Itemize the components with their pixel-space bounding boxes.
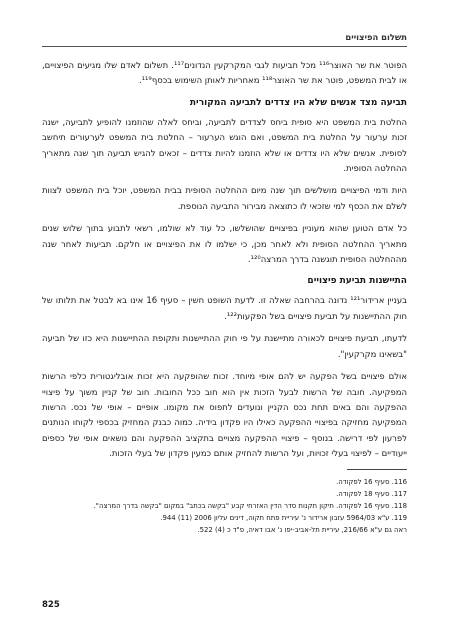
page-number: 825 [42,600,60,610]
footnote-separator [347,469,407,470]
footnote: 116. סעיף 16 לפקודה. [336,477,407,486]
footnote: 118. סעיף 16 לפקודה. תיקון תקנות סדר הדין האזרחי קבע "בקשה בכתב" במקום "בקשה בדרך המרצה". [93,501,407,510]
body-paragraph: אולם פיצויים בשל הפקעה יש להם אופי מיוחד. זכות שהופקעה היא זכות אובליגטורית כלפי הרשות המפקיעה. חובה של הרשות לבעל הזכות אין הוא חוב ככל החובות. חוב של קניין משוך על פיצויי ההפקעה והם באים תחת נכס הקניין ונועדים לתפוס את מקומו. אופיים – אופי של נכס. הרשות המפקיעה מחזיקה בפיצויי ההפקעה כאילו היו פקדון בידיה. כמוה כבנק המחזיק בכספי לקוחו הנותנים לפרעון לפי דרישה. בנוסף – פיצויי ההפקעה מצויים בתקציב ההפקעה והם נושאים אופי של כספים ייעודיים – לפיצוי בעלי זכויות, ועל הרשות להחזיק אותם כמעין פקדון של בעלי הזכות. [42,371,407,459]
body-paragraph: כל אדם הטוען שהוא מעוניין בפיצויים שהושלשו, כל עוד לא שולמו, רשאי לתבוע בתוך שלוש שנים מתאריך ההחלטה הסופית ולא לאחר מכן, כי ישלמו לו את הפיצויים או חלקם. תביעות לאחר שנה מההחלטה הסופית תוגשנה בדרך המרצה¹²⁰. [42,223,407,265]
body-paragraph: החלטת בית המשפט היא סופית ביחס לצדדים לתביעה, וביחס לאלה שהוזמנו להופיע לתביעה, ישנה זכות ערעור על החלטת בית המשפט, ואם הוגש הערעור – החלטת בית המשפט לערעורים תיחשב לסופית. אנשים שלא היו צדדים או שלא הוזמנו להיות צדדים – זכאים להגיש תביעה תוך שנה מתאריך ההחלטה הסופית. [42,116,407,174]
section-heading: תביעה מצד אנשים שלא היו צדדים לתביעה המקורית [189,97,407,108]
footnote: 117. סעיף 18 לפקודה. [336,489,407,498]
main-content [42,58,407,537]
footnote: ראה גם ע"א 216/66, עיריית תל-אביב-יפו נ' אבו דאיה, פ"ד כ (4) 522. [197,526,407,535]
body-paragraph: הפוטר את שר האוצר¹¹⁶ מכל תביעות לגבי המקרקעין הנדונים¹¹⁷. תשלום לאדם שלו מגיעים הפיצויים, או לבית המשפט, פוטר את שר האוצר¹¹⁸ מאחריות לאותן השימוש בכסף¹¹⁹. [42,60,407,86]
body-paragraph: לדעתו, תביעת פיצויים לכאורה מתיישנת על פי חוק ההתיישנות ותקופת ההתיישנות היא כזו של תביעה "בשאינו מקרקעין". [42,333,407,359]
running-title: תשלום הפיצויים [345,32,407,42]
section-heading: התיישנות תביעת פיצויים [307,276,407,287]
body-paragraph: היות ודמי הפיצויים מושלשים תוך שנה מיום ההחלטה הסופית בבית המשפט, יוכל בית המשפט לצוות לשלם את הכסף למי שזכאי לו כתוצאה מבירור התביעה הנוספת. [42,185,407,211]
body-paragraph: בעניין ארידור¹²¹ נדונה בהרחבה שאלה זו. לדעת השופט חשין – סעיף 16 אינו בא לבטל את תלותו של חוק ההתיישנות על תביעת פיצויים בשל הפקעות¹²². [42,295,407,321]
footnote: 119. ע"א 5964/03 עזבון ארידור נ' עיריית פתח תקוה, דינים עליון 2006 (11) 944. [160,514,407,523]
header-rule [42,46,407,47]
